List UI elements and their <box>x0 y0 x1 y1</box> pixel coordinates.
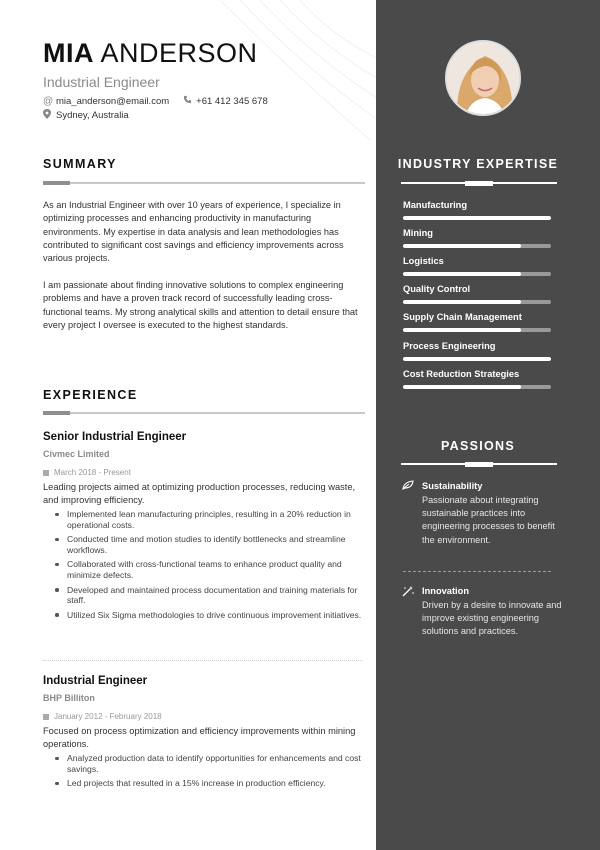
company-name: BHP Billiton <box>43 693 95 703</box>
list-item: Led projects that resulted in a 15% increase in production efficiency. <box>55 778 365 789</box>
skill-label: Logistics <box>403 256 444 266</box>
leaf-icon <box>402 480 414 493</box>
skill-bar-fill <box>403 357 551 361</box>
expertise-heading: INDUSTRY EXPERTISE <box>397 157 559 171</box>
passions-heading: PASSIONS <box>440 439 516 453</box>
list-item: Utilized Six Sigma methodologies to drive continuous improvement initiatives. <box>55 610 365 621</box>
last-name: ANDERSON <box>100 38 258 68</box>
expertise-divider <box>401 182 557 184</box>
job-description: Focused on process optimization and efficiency improvements within mining operations. <box>43 726 356 749</box>
first-name: MIA <box>43 38 94 68</box>
list-item: Developed and maintained process documentation and training materials for staff. <box>55 585 365 606</box>
job-achievements <box>55 509 365 624</box>
summary-heading: SUMMARY <box>43 157 117 171</box>
summary-paragraph: As an Industrial Engineer with over 10 years of experience, I specialize in optimizing processes and enhancing productivity in manufacturing environments. My expertise in data analysis and lean methodologies has contributed to significant cost savings and efficiency improvements across various projects. <box>43 200 344 264</box>
skill-label: Supply Chain Management <box>403 312 522 322</box>
list-item: Analyzed production data to identify opportunities for enhancements and cost savings. <box>55 753 365 774</box>
location-pin-icon <box>43 109 56 122</box>
date-range: March 2018 - Present <box>54 468 131 477</box>
skill-label: Mining <box>403 228 433 238</box>
job-title: Industrial Engineer <box>43 675 148 687</box>
passions-divider <box>401 463 557 465</box>
sidebar <box>376 0 600 850</box>
job-achievements <box>55 753 365 793</box>
job-role: Industrial Engineer <box>43 74 160 90</box>
skill-bar-fill <box>403 244 521 248</box>
passion-separator <box>403 571 551 572</box>
skill-label: Cost Reduction Strategies <box>403 369 520 379</box>
job-dates <box>43 712 162 721</box>
phone-icon <box>183 95 196 107</box>
at-sign-icon: @ <box>43 95 54 107</box>
skill-bar-fill <box>403 216 551 220</box>
list-item: Collaborated with cross-functional teams to enhance product quality and minimize defects. <box>55 559 365 580</box>
phone-number[interactable]: +61 412 345 678 <box>196 95 268 107</box>
location-text: Sydney, Australia <box>56 110 129 121</box>
skill-bar-fill <box>403 272 521 276</box>
magic-wand-icon <box>402 586 414 600</box>
job-title: Senior Industrial Engineer <box>43 431 187 443</box>
skill-bar-fill <box>403 300 521 304</box>
date-range: January 2012 - February 2018 <box>54 712 162 721</box>
skill-bar <box>403 216 551 220</box>
list-item: Conducted time and motion studies to identify bottlenecks and streamline workflows. <box>55 534 365 555</box>
experience-divider <box>43 412 365 414</box>
passion-title: Sustainability <box>422 481 483 491</box>
contact-line-2 <box>43 109 129 122</box>
skill-bar-fill <box>403 385 521 389</box>
passion-description: Driven by a desire to innovate and improve existing engineering solutions and practices. <box>422 600 562 637</box>
skill-label: Process Engineering <box>403 341 496 351</box>
skill-label: Manufacturing <box>403 200 468 210</box>
passion-title: Innovation <box>422 586 469 596</box>
job-dates <box>43 468 131 477</box>
job-separator <box>43 660 363 661</box>
summary-divider <box>43 182 365 184</box>
skill-label: Quality Control <box>403 284 471 294</box>
skill-bar <box>403 300 551 304</box>
skill-bar <box>403 385 551 389</box>
list-item: Implemented lean manufacturing principles, resulting in a 20% reduction in operational costs. <box>55 509 365 530</box>
company-name: Civmec Limited <box>43 449 110 459</box>
summary-paragraph: I am passionate about finding innovative solutions to complex engineering problems and have a proven track record of successfully leading cross-functional teams. My strong analytical skills and attention to detail ensure that every project I oversee is executed to the highest standards. <box>43 280 358 330</box>
contact-line-1 <box>43 95 268 107</box>
calendar-icon <box>43 714 49 720</box>
email-link[interactable]: mia_anderson@email.com <box>56 95 170 107</box>
calendar-icon <box>43 470 49 476</box>
skill-bar <box>403 357 551 361</box>
profile-photo <box>445 40 521 116</box>
skill-bar <box>403 328 551 332</box>
skill-bar <box>403 244 551 248</box>
skill-bar <box>403 272 551 276</box>
job-description: Leading projects aimed at optimizing production processes, reducing waste, and improving efficiency. <box>43 482 356 505</box>
experience-heading: EXPERIENCE <box>43 388 138 402</box>
skill-bar-fill <box>403 328 521 332</box>
candidate-name <box>43 38 258 69</box>
passion-description: Passionate about integrating sustainable practices into engineering processes to benefit the environment. <box>422 495 555 545</box>
